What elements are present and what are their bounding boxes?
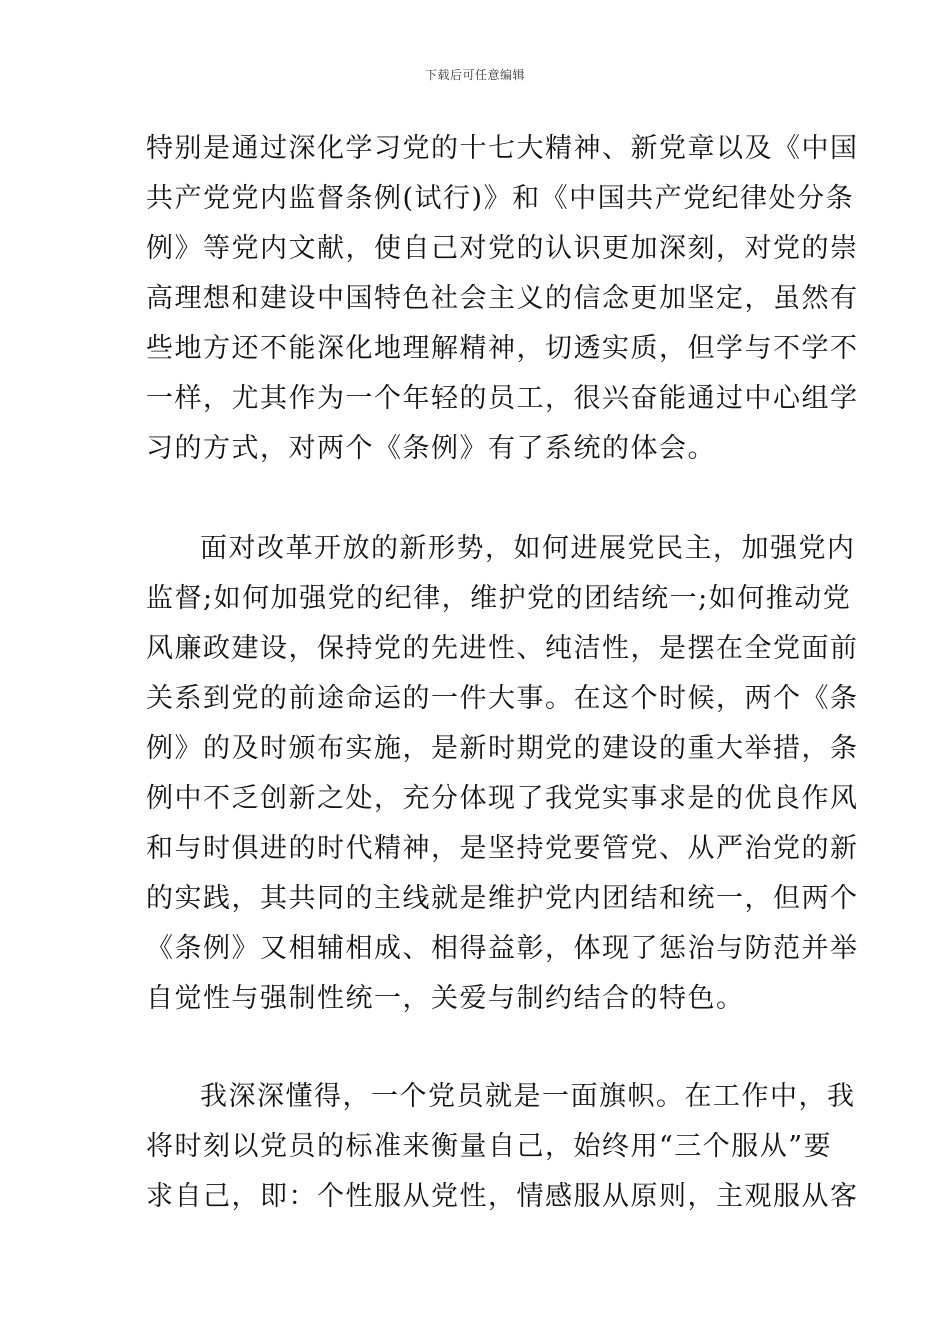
paragraph-line: 些地方还不能深化地理解精神，切透实质，但学与不学不 — [146, 333, 859, 364]
paragraph-line: 例中不乏创新之处，充分体现了我党实事求是的优良作风 — [146, 783, 859, 814]
paragraph-line: 关系到党的前途命运的一件大事。在这个时候，两个《条 — [146, 683, 859, 714]
paragraph-line: 的实践，其共同的主线就是维护党内团结和统一，但两个 — [146, 883, 859, 914]
page-header: 下载后可任意编辑 — [424, 68, 525, 82]
paragraph-3 — [146, 1072, 859, 1222]
paragraph-line: 《条例》又相辅相成、相得益彰，体现了惩治与防范并举 — [146, 933, 859, 964]
paragraph-line: 例》等党内文献，使自己对党的认识更加深刻，对党的崇 — [146, 233, 859, 264]
paragraph-line: 例》的及时颁布实施，是新时期党的建设的重大举措，条 — [146, 733, 859, 764]
paragraph-line: 风廉政建设，保持党的先进性、纯洁性，是摆在全党面前 — [146, 633, 859, 664]
paragraph-line: 习的方式，对两个《条例》有了系统的体会。 — [146, 433, 716, 464]
paragraph-line: 监督;如何加强党的纪律，维护党的团结统一;如何推动党 — [146, 583, 852, 614]
paragraph-line: 高理想和建设中国特色社会主义的信念更加坚定，虽然有 — [146, 283, 859, 314]
paragraph-line: 一样，尤其作为一个年轻的员工，很兴奋能通过中心组学 — [146, 383, 859, 414]
paragraph-line: 特别是通过深化学习党的十七大精神、新党章以及《中国 — [146, 133, 859, 164]
paragraph-2 — [146, 524, 859, 1024]
paragraph-1 — [146, 124, 859, 474]
paragraph-line: 共产党党内监督条例(试行)》和《中国共产党纪律处分条 — [146, 183, 855, 214]
paragraph-line: 我深深懂得，一个党员就是一面旗帜。在工作中，我 — [200, 1081, 856, 1112]
paragraph-line: 自觉性与强制性统一，关爱与制约结合的特色。 — [146, 983, 745, 1014]
paragraph-line: 和与时俱进的时代精神，是坚持党要管党、从严治党的新 — [146, 833, 859, 864]
paragraph-line: 将时刻以党员的标准来衡量自己，始终用“三个服从”要 — [146, 1131, 833, 1162]
paragraph-line: 面对改革开放的新形势，如何进展党民主，加强党内 — [200, 533, 856, 564]
paragraph-line: 求自己，即：个性服从党性，情感服从原则，主观服从客 — [146, 1181, 859, 1212]
